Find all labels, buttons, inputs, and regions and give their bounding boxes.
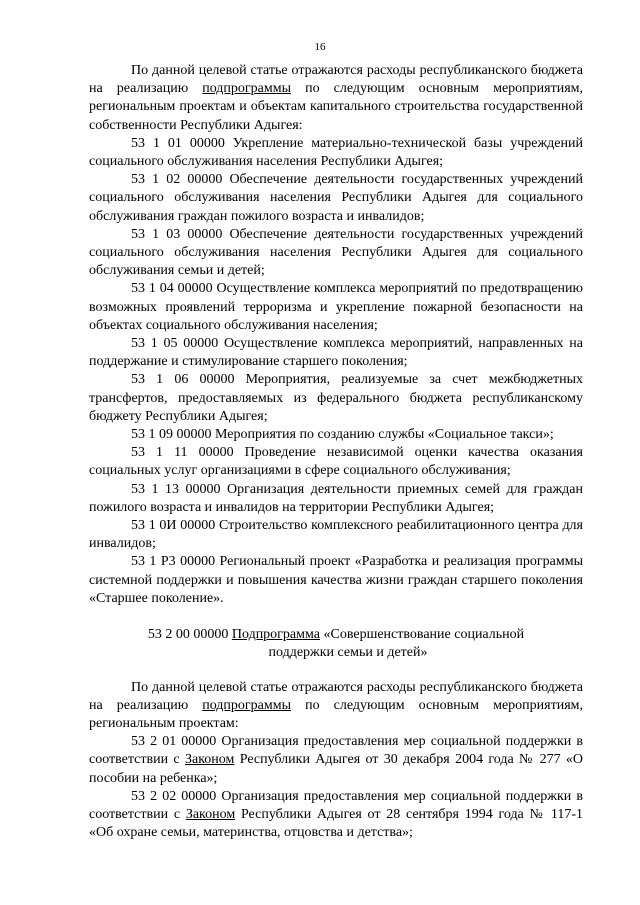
list-item: 53 1 0И 00000 Строительство комплексного реабилитационного центра для инвалидов; bbox=[89, 518, 583, 552]
subprogram-heading-link[interactable]: Подпрограмма bbox=[231, 627, 320, 643]
list-item: 53 1 01 00000 Укрепление материально-технической базы учреждений социального обслуживания населения Республики Адыгея; bbox=[89, 135, 583, 170]
list-item: 53 1 03 00000 Обеспечение деятельности государственных учреждений социального обслуживания населения Республики Адыгея для социального обслуживания семьи и детей; bbox=[89, 226, 583, 279]
section-code: 53 2 00 00000 bbox=[147, 627, 229, 643]
list-item: 53 1 P3 00000 Региональный проект «Разработка и реализация программы системной поддержки и повышения качества жизни граждан старшего поколения «Старшее поколение». bbox=[89, 554, 583, 606]
section1-intro-text-end: по следующим основным мероприятиям, региональным проектам и объектам капитального строительства государственной собственности Республики Адыгея: bbox=[89, 81, 584, 133]
list-item: 53 1 11 00000 Проведение независимой оценки качества оказания социальных услуг организациями в сфере социального обслуживания; bbox=[89, 445, 583, 479]
document-body bbox=[89, 62, 583, 842]
list-item: 53 1 09 00000 Мероприятия по созданию службы «Социальное такси»; bbox=[131, 427, 554, 443]
section2-intro bbox=[89, 679, 583, 734]
list-item bbox=[89, 733, 583, 788]
page-number: 16 bbox=[314, 41, 326, 53]
list-item-text-end: Республики Адыгея от 30 декабря 2004 года № 277 «О пособии на ребенка»; bbox=[89, 752, 584, 786]
section1-intro bbox=[89, 62, 583, 135]
list-item: 53 1 04 00000 Осуществление комплекса мероприятий по предотвращению возможных проявлений терроризма и укрепление пожарной безопасности на объектах социального обслуживания населения; bbox=[89, 281, 583, 333]
subprogram-link[interactable]: подпрограммы bbox=[202, 81, 292, 97]
list-item: 53 1 02 00000 Обеспечение деятельности государственных учреждений социального обслуживания населения Республики Адыгея для социального обслуживания граждан пожилого возраста и инвалидов; bbox=[89, 172, 583, 224]
list-item-text-end: Республики Адыгея от 28 сентября 1994 года № 117-1 «Об охране семьи, материнства, отцовства и детства»; bbox=[89, 806, 583, 841]
section-title-line2: поддержки семьи и детей» bbox=[268, 645, 428, 661]
section-heading bbox=[89, 626, 583, 662]
list-item: 53 1 05 00000 Осуществление комплекса мероприятий, направленных на поддержание и стимулирование старшего поколения; bbox=[89, 336, 583, 370]
section2-intro-text-end: по следующим основным мероприятиям, региональным проектам: bbox=[89, 697, 584, 731]
section2-intro-text: По данной целевой статье отражаются расходы республиканского бюджета на реализацию bbox=[89, 679, 583, 713]
section-title-line1: «Совершенствование социальной bbox=[323, 627, 525, 643]
law-link[interactable]: Законом bbox=[185, 806, 236, 822]
list-item-text: 53 2 02 00000 Организация предоставления мер социальной поддержки в соответствии с bbox=[89, 788, 583, 822]
section1-intro-text: По данной целевой статье отражаются расходы республиканского бюджета на реализацию bbox=[89, 63, 583, 97]
list-item: 53 1 13 00000 Организация деятельности приемных семей для граждан пожилого возраста и инвалидов на территории Республики Адыгея; bbox=[89, 481, 583, 515]
law-link[interactable]: Законом bbox=[184, 752, 235, 768]
list-item: 53 1 06 00000 Мероприятия, реализуемые за счет межбюджетных трансфертов, предоставляемых из федерального бюджета республиканскому бюджету Республики Адыгея; bbox=[89, 372, 583, 424]
subprogram-link[interactable]: подпрограммы bbox=[202, 697, 292, 713]
list-item bbox=[89, 788, 583, 843]
list-item-text: 53 2 01 00000 Организация предоставления мер социальной поддержки в соответствии с bbox=[89, 734, 583, 768]
